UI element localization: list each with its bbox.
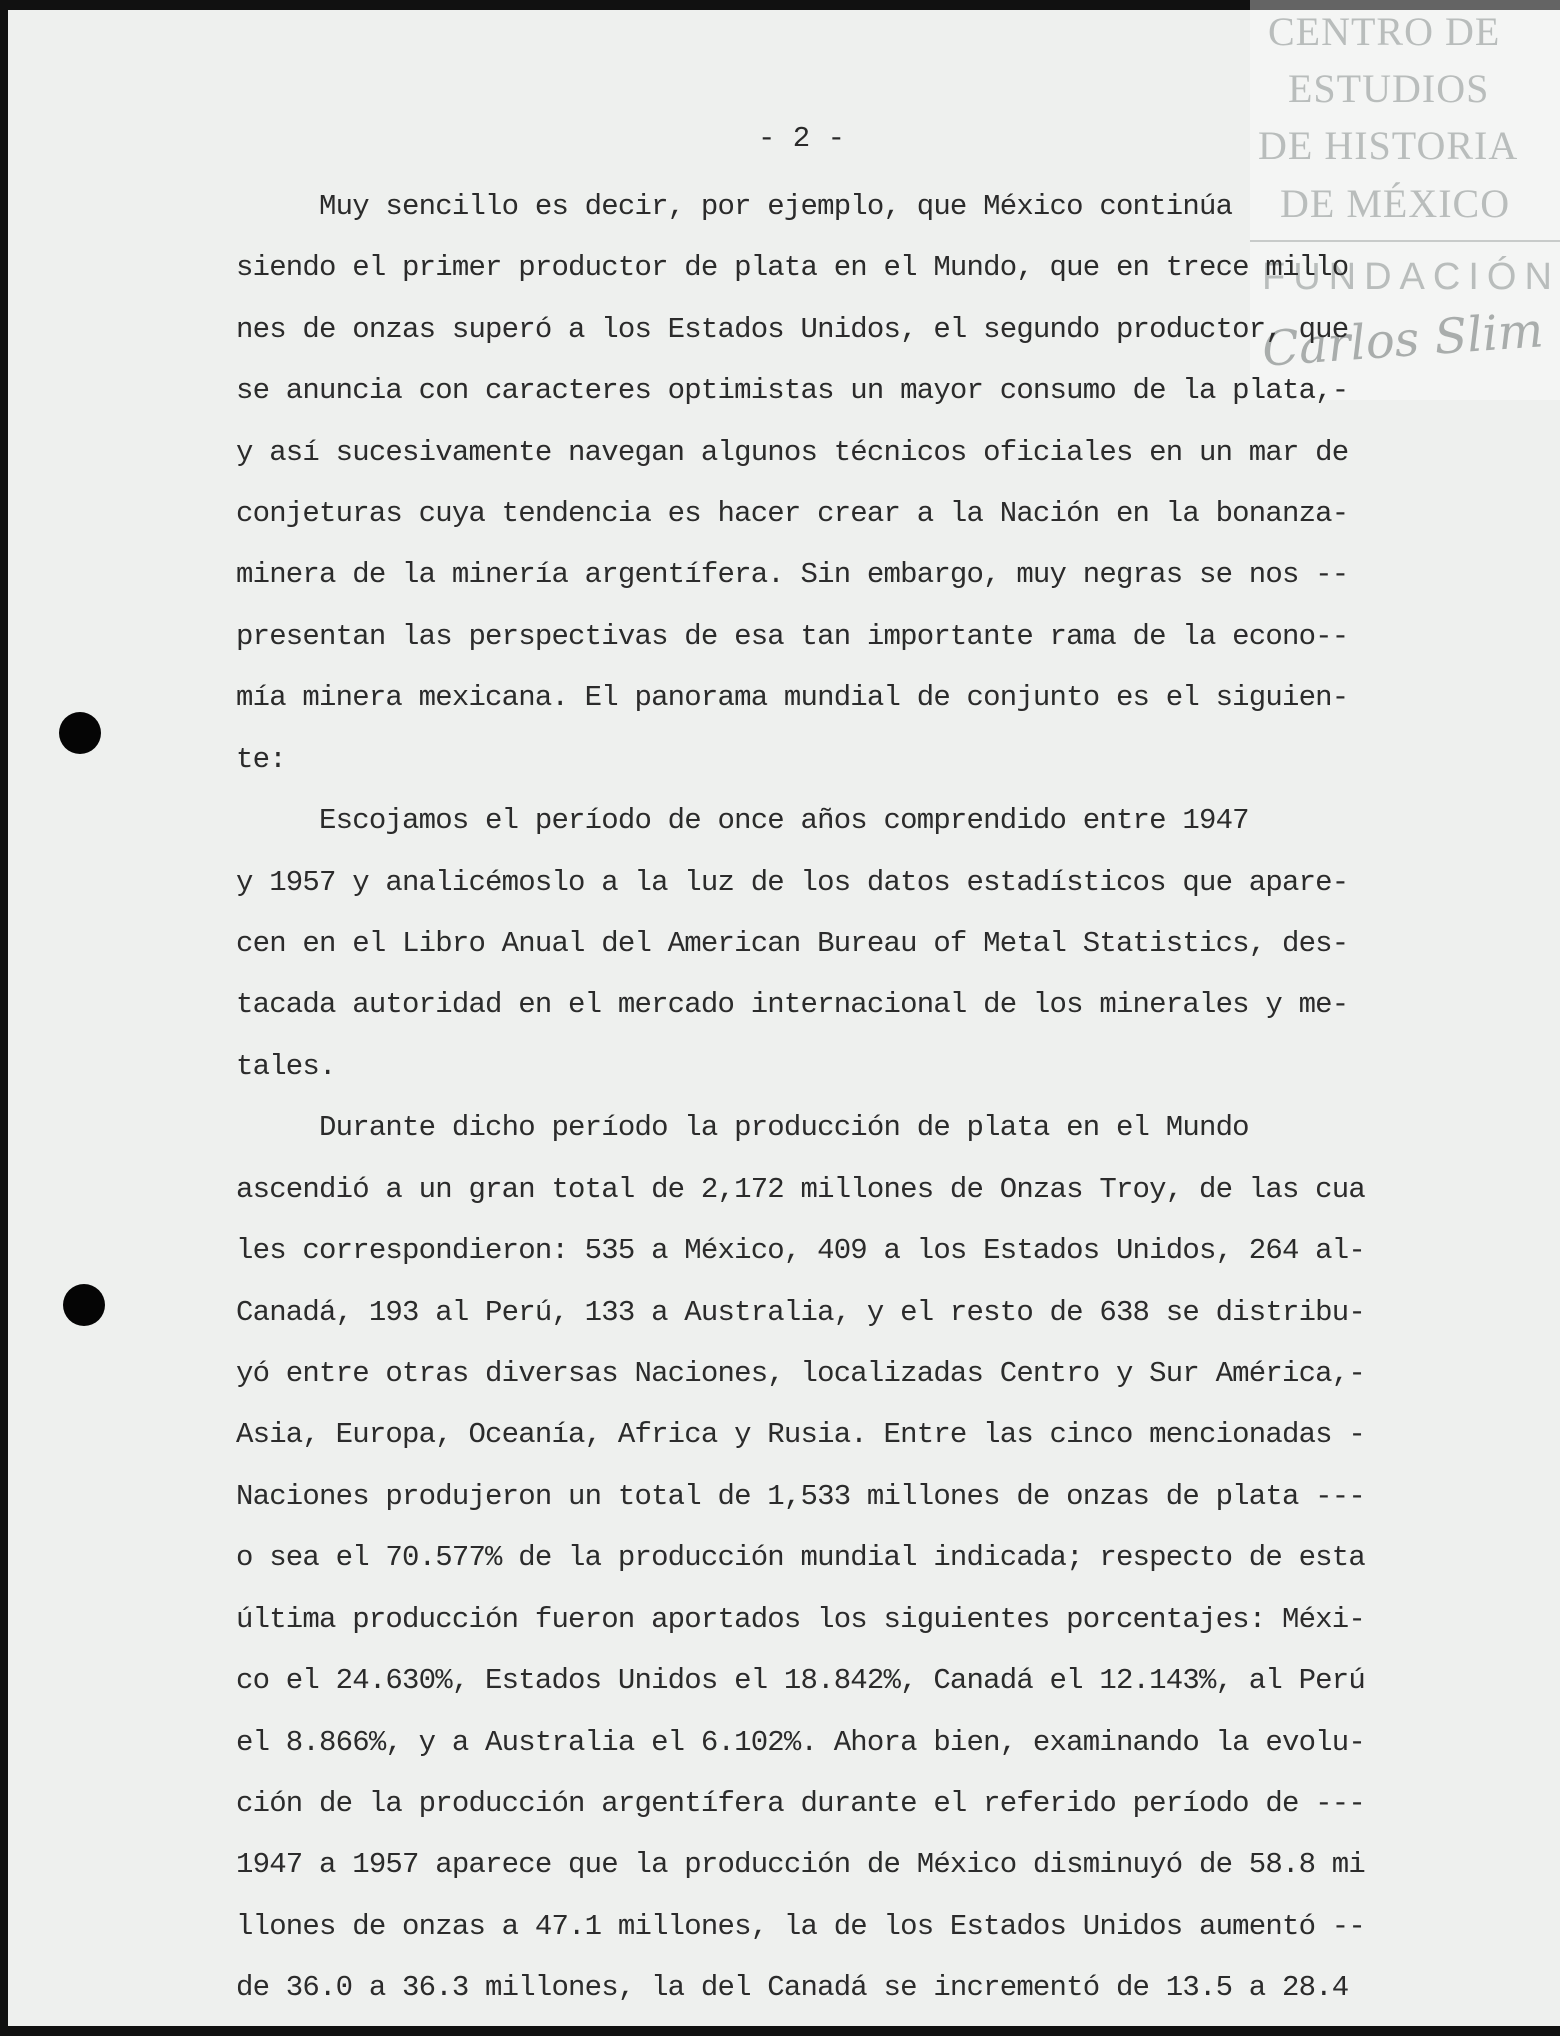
text-line: Muy sencillo es decir, por ejemplo, que México continúa <box>236 190 1233 223</box>
watermark-line-5: FUNDACIÓN <box>1262 256 1560 298</box>
text-line: co el 24.630%, Estados Unidos el 18.842%, Canadá el 12.143%, al Perú <box>236 1664 1365 1697</box>
text-line: Durante dicho período la producción de plata en el Mundo <box>236 1111 1249 1144</box>
text-line: presentan las perspectivas de esa tan importante rama de la econo-- <box>236 620 1349 653</box>
watermark-line-1: CENTRO DE <box>1268 9 1501 54</box>
watermark-line-3: DE HISTORIA <box>1258 123 1519 168</box>
text-line: y así sucesivamente navegan algunos técnicos oficiales en un mar de <box>236 436 1349 469</box>
text-line: Canadá, 193 al Perú, 133 a Australia, y el resto de 638 se distribu- <box>236 1296 1365 1329</box>
text-line: tales. <box>236 1050 336 1083</box>
text-line: tacada autoridad en el mercado internacional de los minerales y me- <box>236 988 1349 1021</box>
text-line: última producción fueron aportados los siguientes porcentajes: Méxi- <box>236 1603 1365 1636</box>
punch-hole <box>59 712 101 754</box>
watermark-line-2: ESTUDIOS <box>1288 66 1490 111</box>
punch-hole <box>63 1284 105 1326</box>
text-line: se anuncia con caracteres optimistas un mayor consumo de la plata,- <box>236 374 1349 407</box>
text-line: te: <box>236 743 286 776</box>
text-line: nes de onzas superó a los Estados Unidos, el segundo productor, que <box>236 313 1349 346</box>
text-line: Asia, Europa, Oceanía, Africa y Rusia. Entre las cinco mencionadas - <box>236 1418 1365 1451</box>
watermark-line-4: DE MÉXICO <box>1280 181 1511 226</box>
text-line: les correspondieron: 535 a México, 409 a los Estados Unidos, 264 al- <box>236 1234 1365 1267</box>
watermark-signature: Carlos Slim <box>1260 302 1546 378</box>
text-line: llones de onzas a 47.1 millones, la de los Estados Unidos aumentó -- <box>236 1910 1365 1943</box>
text-line: yó entre otras diversas Naciones, localizadas Centro y Sur América,- <box>236 1357 1365 1390</box>
text-line: o sea el 70.577% de la producción mundial indicada; respecto de esta <box>236 1541 1365 1574</box>
text-line: mía minera mexicana. El panorama mundial de conjunto es el siguien- <box>236 681 1349 714</box>
text-line: ción de la producción argentífera durante el referido período de --- <box>236 1787 1365 1820</box>
text-line: ascendió a un gran total de 2,172 millones de Onzas Troy, de las cua <box>236 1173 1365 1206</box>
text-line: Escojamos el período de once años comprendido entre 1947 <box>236 804 1249 837</box>
scan-bottom-edge <box>0 2026 1560 2036</box>
text-line: conjeturas cuya tendencia es hacer crear a la Nación en la bonanza- <box>236 497 1349 530</box>
text-line: y 1957 y analicémoslo a la luz de los datos estadísticos que apare- <box>236 866 1349 899</box>
text-line: Naciones produjeron un total de 1,533 millones de onzas de plata --- <box>236 1480 1365 1513</box>
text-line: cen en el Libro Anual del American Bureau of Metal Statistics, des- <box>236 927 1349 960</box>
text-line: 1947 a 1957 aparece que la producción de México disminuyó de 58.8 mi <box>236 1848 1365 1881</box>
text-line: el 8.866%, y a Australia el 6.102%. Ahora bien, examinando la evolu- <box>236 1726 1365 1759</box>
text-line: siendo el primer productor de plata en el Mundo, que en trece millo <box>236 251 1349 284</box>
text-line: minera de la minería argentífera. Sin embargo, muy negras se nos -- <box>236 558 1349 591</box>
text-line: de 36.0 a 36.3 millones, la del Canadá se incrementó de 13.5 a 28.4 <box>236 1971 1349 2004</box>
page-number: - 2 - <box>758 122 846 155</box>
watermark-divider <box>1250 240 1560 242</box>
